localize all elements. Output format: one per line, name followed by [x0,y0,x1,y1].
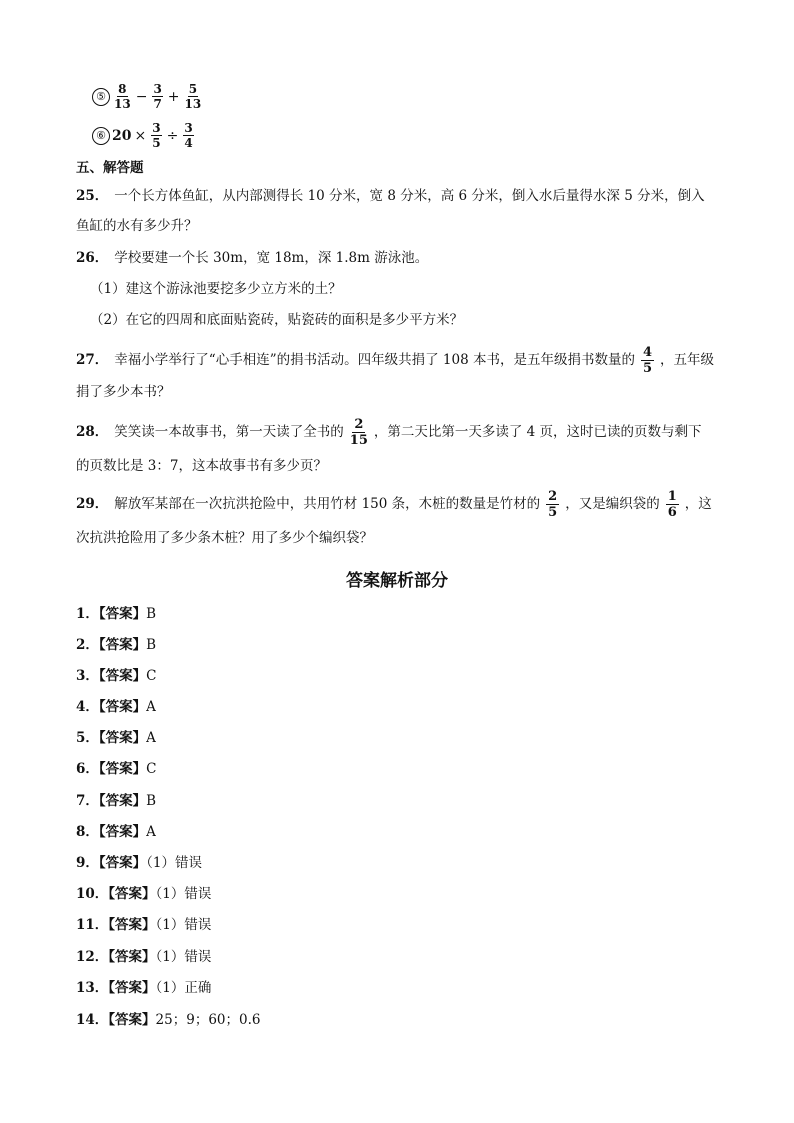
answer-tag: 【答案】 [98,793,147,809]
answer-number: 4． [76,699,99,715]
plus-operator: + [167,88,180,105]
answer-number: 5． [76,730,99,746]
question-text: 学校要建一个长 30m，宽 18m，深 1.8m 游泳池。 [114,250,429,266]
question-28 [76,418,738,446]
answer-number: 2． [76,637,99,653]
answer-value: （1）错误 [155,886,212,902]
answer-tag: 【答案】 [108,886,156,902]
question-text-tail: ，第二天比第一天多读了 4 页，这时已读的页数与剩下 [373,424,702,440]
question-26-sub-2: （2）在它的四周和底面贴瓷砖，贴瓷砖的面积是多少平方米？ [90,312,464,328]
answer-number: 10． [76,886,109,902]
question-25-continued: 鱼缸的水有多少升？ [76,218,198,234]
frac-numerator: 3 [184,121,193,135]
frac-numerator: 4 [642,344,652,360]
question-text-tail: ，这 [684,496,712,512]
question-27-continued: 捐了多少本书？ [76,384,171,400]
answer-item [76,882,211,902]
answer-tag: 【答案】 [108,1012,156,1028]
answer-tag: 【答案】 [98,699,147,715]
frac-denominator: 13 [184,97,202,111]
answer-value: A [146,730,156,746]
frac-denominator: 7 [153,97,162,111]
question-29-continued: 次抗洪抢险用了多少条木桩？用了多少个编织袋？ [76,530,373,546]
answer-tag: 【答案】 [98,824,147,840]
question-text: 解放军某部在一次抗洪抢险中，共用竹材 150 条，木桩的数量是竹材的 [114,496,541,512]
answer-tag: 【答案】 [108,949,156,965]
answer-item [76,757,157,777]
question-27 [76,346,738,374]
answer-item [76,602,156,622]
frac-denominator: 4 [184,136,193,150]
question-number: 29． [76,496,109,512]
question-25 [76,186,738,206]
frac-denominator: 6 [667,504,677,520]
question-26 [76,248,738,268]
answer-value: B [146,606,157,622]
question-text-tail: ，五年级 [660,352,714,368]
answer-number: 8． [76,824,99,840]
answer-value: A [146,824,156,840]
answers-heading: 答案解析部分 [346,571,448,591]
question-28-continued: 的页数比是 3：7，这本故事书有多少页？ [76,458,327,474]
answer-value: （1）正确 [155,980,212,996]
frac-numerator: 1 [667,488,677,504]
frac-denominator: 5 [548,504,558,520]
answer-tag: 【答案】 [98,637,147,653]
answer-value: 25；9；60；0.6 [155,1012,261,1028]
times-operator: × [134,127,147,144]
expression-5 [92,82,203,111]
answer-number: 14． [76,1012,109,1028]
answer-number: 9． [76,855,99,871]
answer-item [76,695,156,715]
answer-number: 7． [76,793,99,809]
frac-denominator: 5 [152,136,161,150]
answer-item [76,726,156,746]
answer-number: 3． [76,668,99,684]
frac-numerator: 5 [188,82,198,96]
question-number: 28． [76,424,109,440]
answer-number: 13． [76,980,109,996]
frac-numerator: 3 [152,121,161,135]
answer-number: 11． [76,917,109,933]
answer-value: B [146,637,157,653]
frac-numerator: 2 [354,416,364,432]
answer-tag: 【答案】 [108,980,156,996]
frac-denominator: 13 [114,97,131,111]
answer-value: （1）错误 [146,855,202,871]
answer-item [76,851,202,871]
question-text: 一个长方体鱼缸，从内部测得长 10 分米，宽 8 分米，高 6 分米，倒入水后量得水深 5 分米，倒入 [114,188,705,204]
answer-item [76,945,211,965]
answer-value: （1）错误 [155,949,212,965]
answer-tag: 【答案】 [98,855,147,871]
frac-numerator: 3 [153,82,162,96]
answer-value: C [146,668,157,684]
expression-6 [92,121,196,150]
answer-value: C [146,761,157,777]
answer-item [76,913,211,933]
question-text-mid: ，又是编织袋的 [565,496,660,512]
answer-item [76,1008,260,1028]
question-number: 25． [76,188,109,204]
answer-number: 1． [76,606,99,622]
expression-6-lead: 20 [112,127,132,144]
question-text: 笑笑读一本故事书，第一天读了全书的 [114,424,344,440]
answer-number: 6． [76,761,99,777]
answer-tag: 【答案】 [98,730,147,746]
minus-operator: − [135,88,148,105]
question-number: 26． [76,250,109,266]
answer-item [76,820,156,840]
question-29 [76,490,738,518]
expression-6-label: ⑥ [92,127,110,145]
answer-item [76,664,157,684]
question-26-sub-1: （1）建这个游泳池要挖多少立方米的土？ [90,281,342,297]
answer-tag: 【答案】 [98,761,147,777]
question-number: 27． [76,352,109,368]
frac-denominator: 15 [349,432,368,448]
answer-tag: 【答案】 [98,668,147,684]
section-title: 五、解答题 [76,160,144,176]
answer-value: （1）错误 [155,917,212,933]
answer-item [76,789,156,809]
divide-operator: ÷ [166,127,179,144]
question-text: 幸福小学举行了“心手相连”的捐书活动。四年级共捐了 108 本书，是五年级捐书数量的 [114,352,635,368]
answer-value: B [146,793,157,809]
answer-tag: 【答案】 [98,606,147,622]
frac-numerator: 2 [548,488,558,504]
frac-numerator: 8 [118,82,127,96]
expression-5-label: ⑤ [92,88,110,106]
answer-item [76,976,211,996]
frac-denominator: 5 [642,360,652,376]
answer-tag: 【答案】 [108,917,156,933]
answer-value: A [146,699,156,715]
answer-item [76,633,156,653]
answer-number: 12． [76,949,109,965]
